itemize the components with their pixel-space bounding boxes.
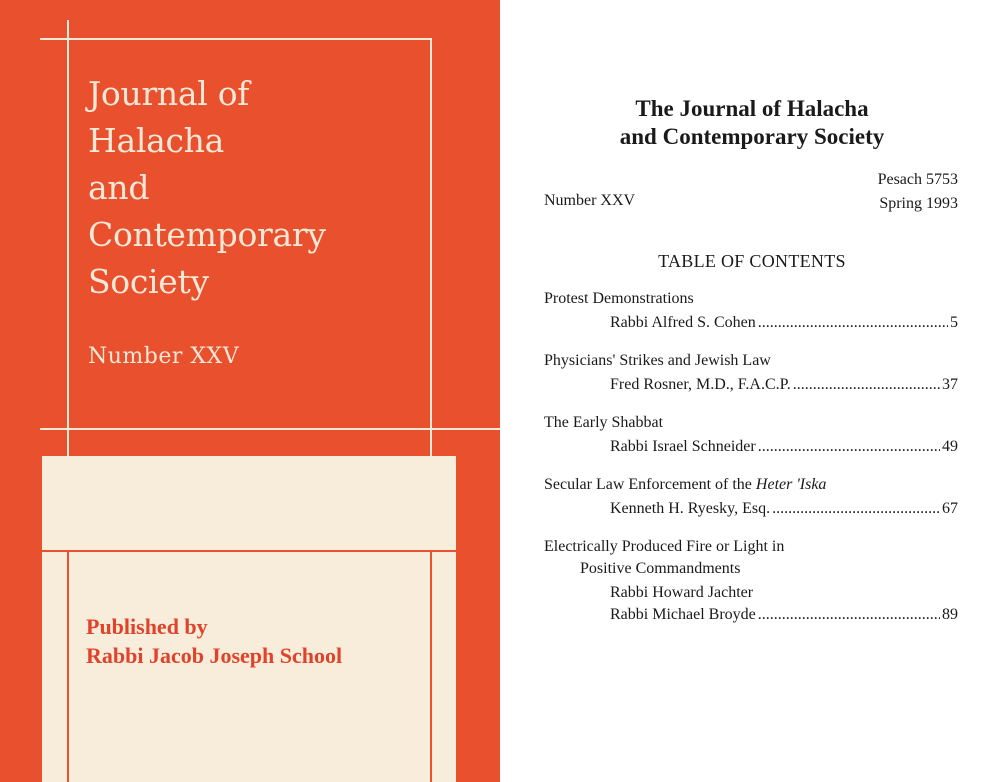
publisher-line: Published by bbox=[86, 614, 208, 639]
article-title bbox=[544, 476, 958, 494]
article-title: Electrically Produced Fire or Light in bbox=[544, 538, 785, 555]
toc-entry[interactable] bbox=[544, 352, 958, 394]
page-number: 37 bbox=[942, 376, 958, 393]
panel-line-left bbox=[67, 550, 69, 782]
article-author: Kenneth H. Ryesky, Esq. bbox=[610, 500, 771, 517]
leader-dots bbox=[772, 500, 940, 518]
cover-issue-number: Number XXV bbox=[88, 344, 240, 369]
article-author: Rabbi Howard Jachter bbox=[610, 584, 754, 601]
cover-title-line: Contemporary bbox=[88, 215, 326, 254]
frame-line-top bbox=[40, 38, 432, 40]
cover-title bbox=[88, 70, 418, 305]
toc-entry[interactable] bbox=[544, 538, 958, 624]
issue-date-line: Spring 1993 bbox=[879, 195, 958, 212]
publisher-line: Rabbi Jacob Joseph School bbox=[86, 643, 343, 668]
page-number: 5 bbox=[950, 314, 958, 331]
page-number: 67 bbox=[942, 500, 958, 517]
table-of-contents-page bbox=[500, 0, 1004, 782]
leader-dots bbox=[758, 438, 940, 456]
issue-date bbox=[878, 168, 958, 216]
cover-title-line: Halacha bbox=[88, 121, 224, 160]
leader-dots bbox=[793, 376, 940, 394]
issue-date-line: Pesach 5753 bbox=[877, 171, 958, 188]
toc-entry[interactable] bbox=[544, 476, 958, 518]
leader-dots bbox=[758, 314, 948, 332]
toc-entry[interactable] bbox=[544, 414, 958, 456]
article-title-continued: Positive Commandments bbox=[580, 560, 741, 577]
article-title-prefix: Secular Law Enforcement of the bbox=[544, 476, 756, 493]
article-title: Physicians' Strikes and Jewish Law bbox=[544, 352, 771, 369]
article-title-italic: Heter 'Iska bbox=[755, 476, 827, 493]
panel-line-top bbox=[42, 550, 456, 552]
page-number: 89 bbox=[942, 606, 958, 623]
toc-entry[interactable] bbox=[544, 290, 958, 332]
publisher-text bbox=[86, 612, 342, 670]
cover-title-line: Journal of bbox=[88, 74, 250, 113]
journal-title bbox=[500, 95, 1004, 151]
cover-title-line: Society bbox=[88, 262, 209, 301]
article-author: Rabbi Michael Broyde bbox=[610, 606, 756, 623]
journal-title-line: The Journal of Halacha bbox=[635, 96, 869, 121]
toc-heading: TABLE OF CONTENTS bbox=[658, 251, 846, 271]
page-number: 49 bbox=[942, 438, 958, 455]
cover-title-line: and bbox=[88, 168, 150, 207]
article-author: Rabbi Israel Schneider bbox=[610, 438, 756, 455]
journal-title-line: and Contemporary Society bbox=[619, 124, 885, 149]
article-author: Rabbi Alfred S. Cohen bbox=[610, 314, 756, 331]
frame-line-middle bbox=[40, 428, 500, 430]
article-author: Fred Rosner, M.D., F.A.C.P. bbox=[610, 376, 791, 393]
leader-dots bbox=[758, 606, 940, 624]
article-title: The Early Shabbat bbox=[544, 414, 664, 431]
issue-number: Number XXV bbox=[544, 192, 636, 209]
article-title: Protest Demonstrations bbox=[544, 290, 694, 307]
panel-line-right bbox=[430, 550, 432, 782]
journal-cover bbox=[0, 0, 500, 782]
